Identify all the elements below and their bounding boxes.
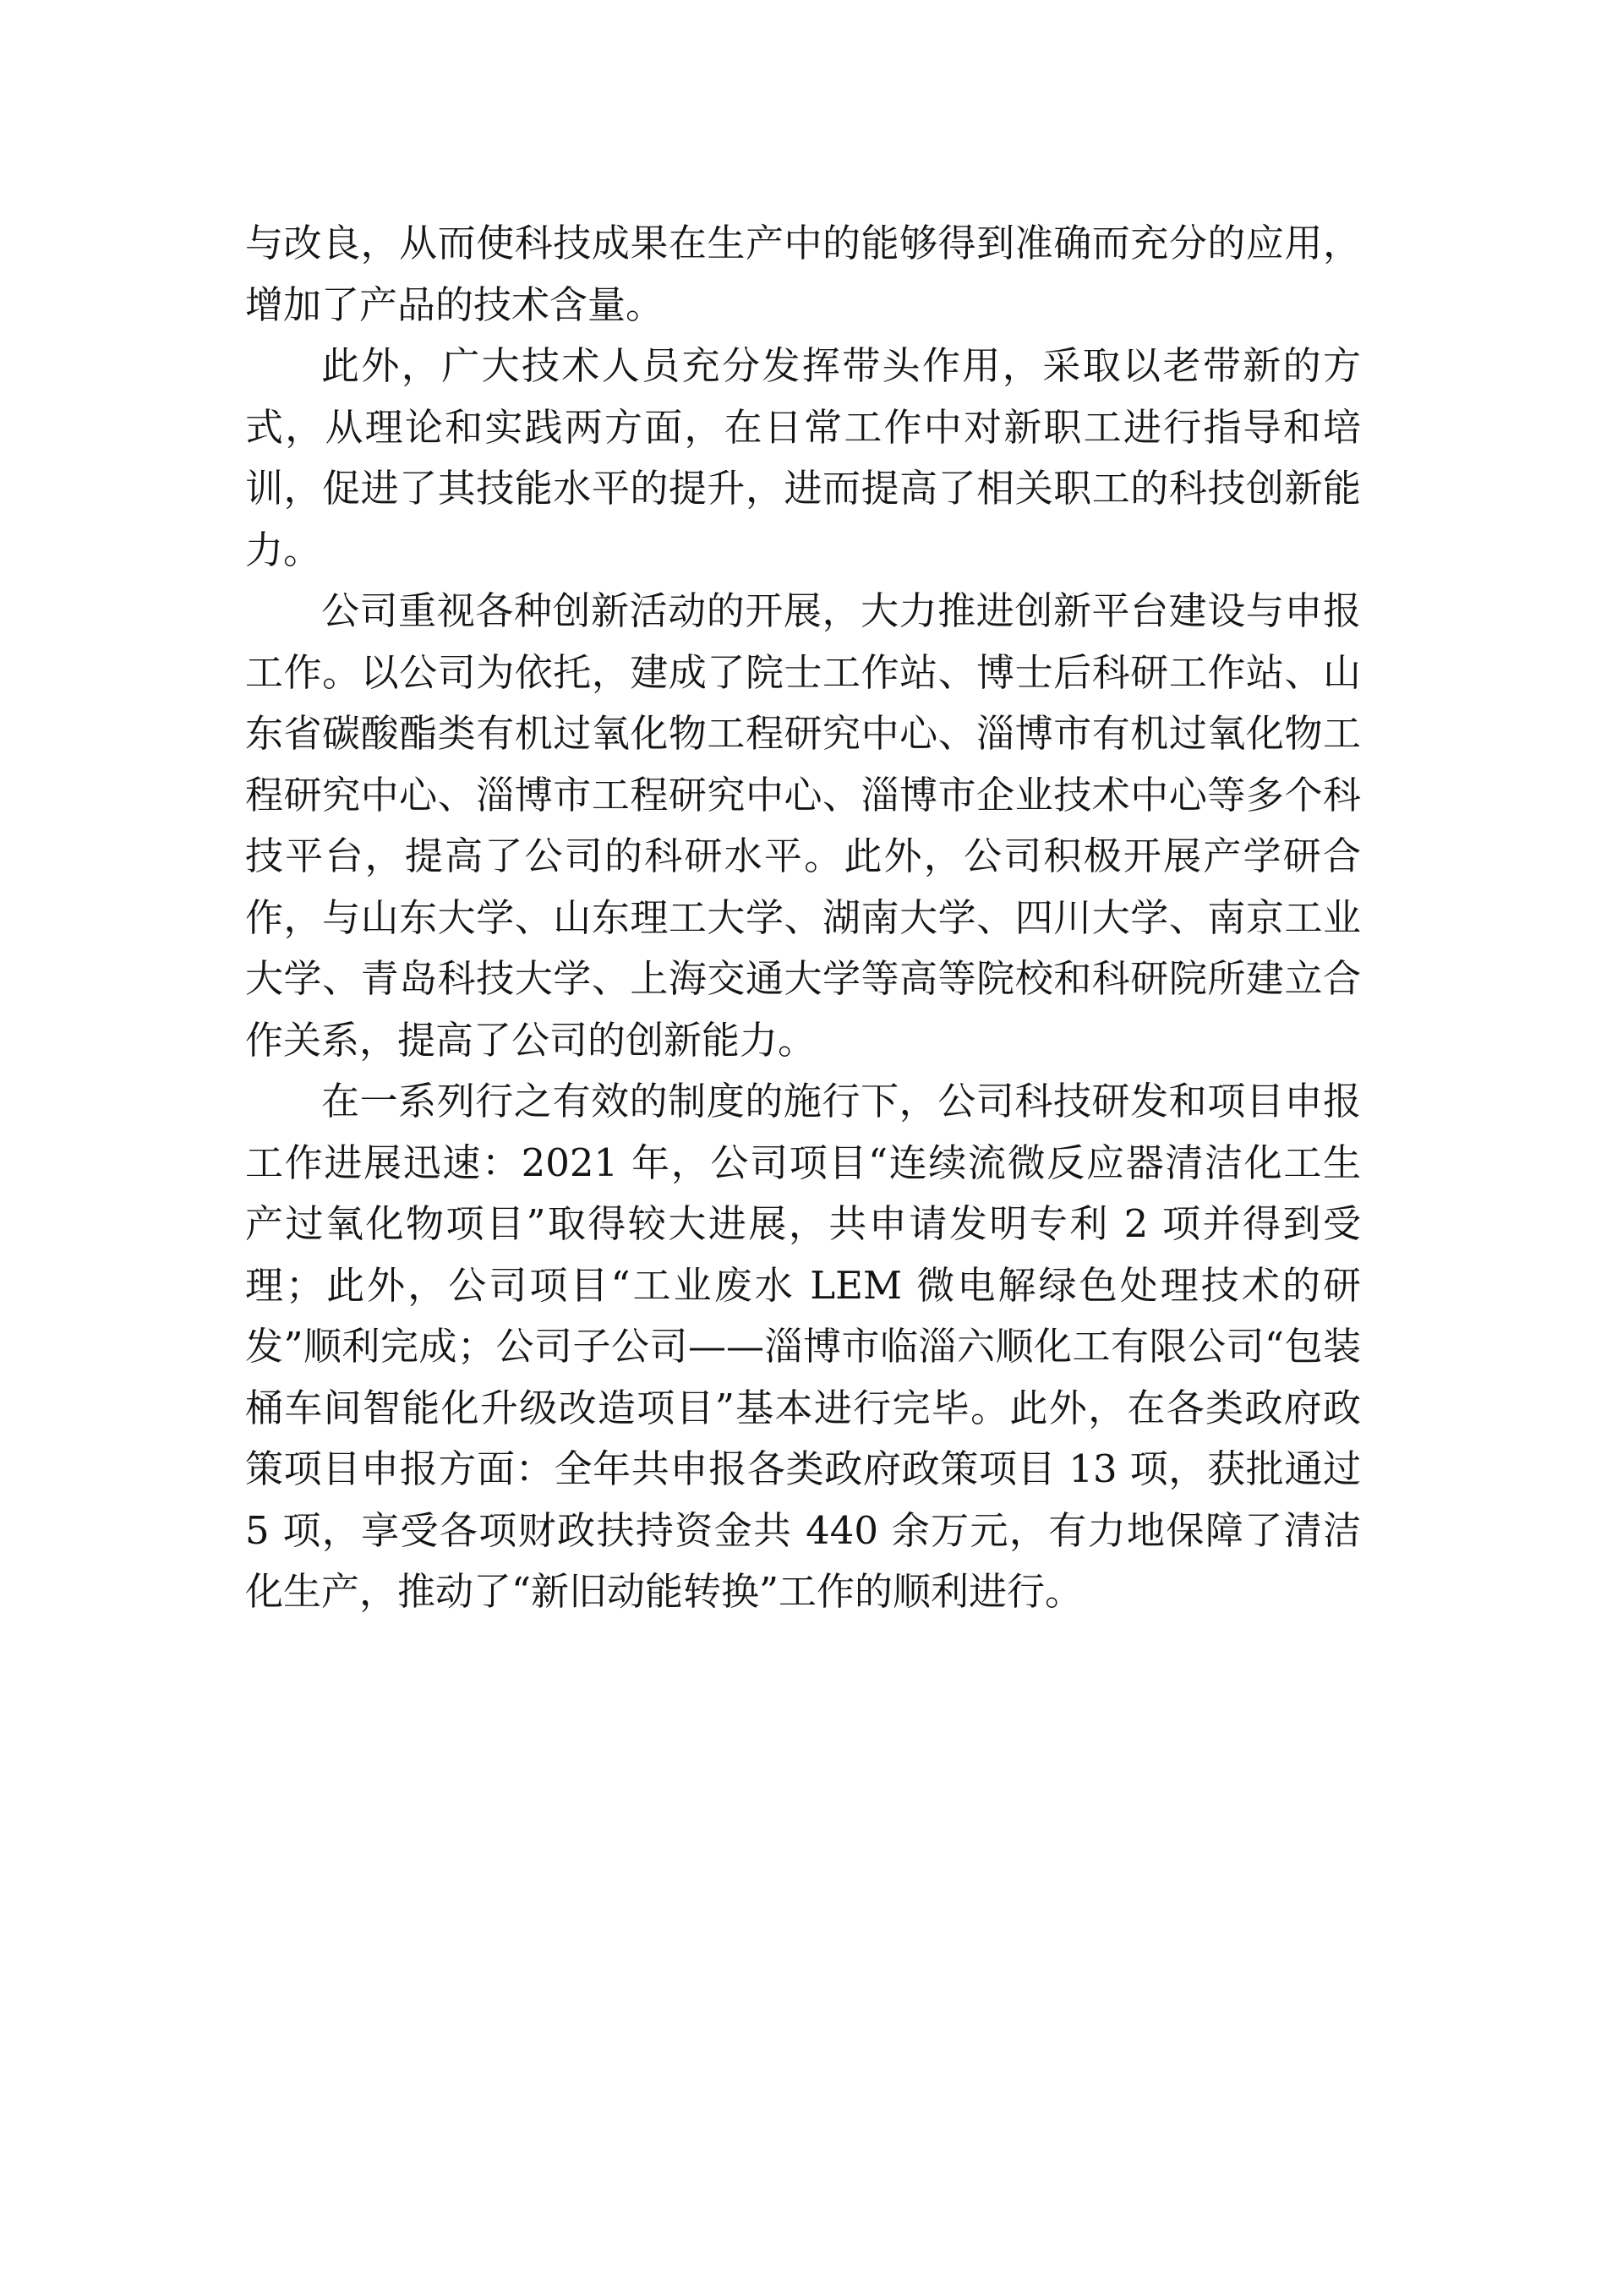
paragraph-continuation: 与改良，从而使科技成果在生产中的能够得到准确而充分的应用，增加了产品的技术含量。 xyxy=(245,221,1361,327)
paragraph-innovation-platforms: 公司重视各种创新活动的开展，大力推进创新平台建设与申报工作。以公司为依托，建成了院士工作站、博士后科研工作站、山东省碳酸酯类有机过氧化物工程研究中心、淄博市有机过氧化物工程研究中心、淄博市工程研究中心、淄博市企业技术中心等多个科技平台，提高了公司的科研水平。此外，公司积极开展产学研合作，与山东大学、山东理工大学、湖南大学、四川大学、南京工业大学、青岛科技大学、上海交通大学等高等院校和科研院所建立合作关系，提高了公司的创新能力。 xyxy=(245,588,1361,1063)
document-body xyxy=(245,213,1361,1623)
paragraph-project-progress: 在一系列行之有效的制度的施行下，公司科技研发和项目申报工作进展迅速：2021 年，公司项目“连续流微反应器清洁化工生产过氧化物项目”取得较大进展，共申请发明专利 2 项并得到受理；此外，公司项目“工业废水 LEM 微电解绿色处理技术的研发”顺利完成；公司子公司——淄博市临淄六顺化工有限公司“包装桶车间智能化升级改造项目”基本进行完毕。此外，在各类政府政策项目申报方面：全年共申报各类政府政策项目 13 项，获批通过 5 项，享受各项财政扶持资金共 440 余万元，有力地保障了清洁化生产，推动了“新旧动能转换”工作的顺利进行。 xyxy=(245,1079,1361,1614)
paragraph-mentoring: 此外，广大技术人员充分发挥带头作用，采取以老带新的方式，从理论和实践两方面，在日常工作中对新职工进行指导和培训，促进了其技能水平的提升，进而提高了相关职工的科技创新能力。 xyxy=(245,343,1361,572)
